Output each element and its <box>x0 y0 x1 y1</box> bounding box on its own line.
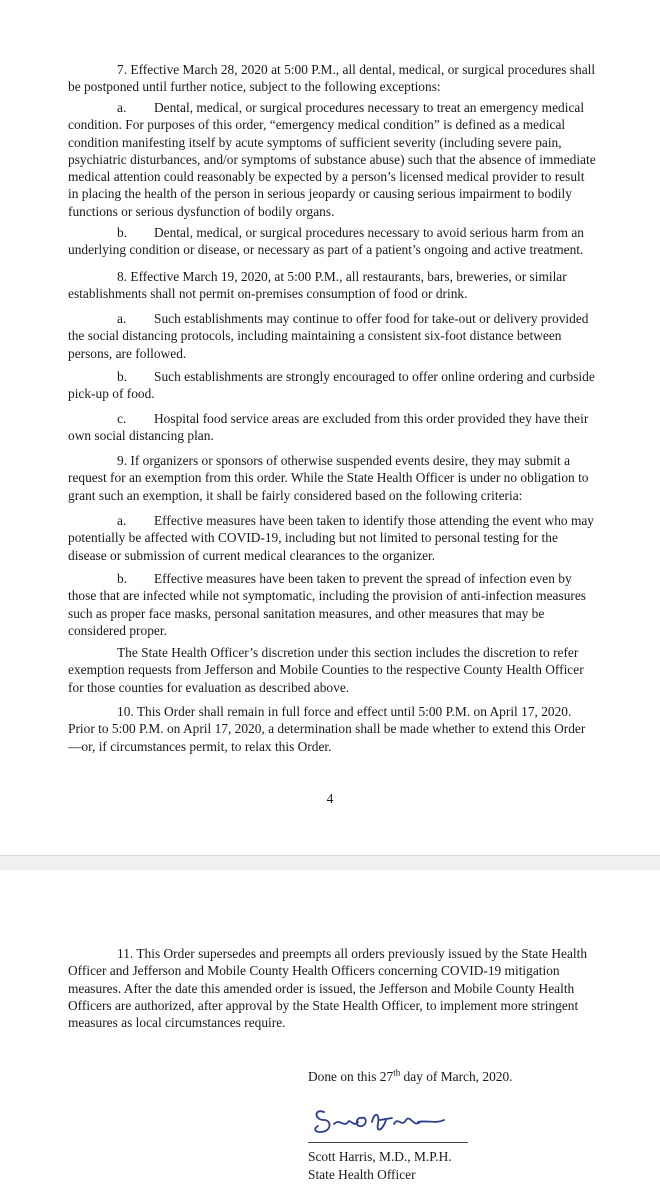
paragraph-9a: a. Effective measures have been taken to identify those attending the event who may potentially be affected with COVID-19, including but not limited to personal testing for the disease or submission of current medical clearances to the organizer. <box>68 513 595 563</box>
item-label: c. <box>117 411 127 426</box>
signature-image <box>310 1098 480 1142</box>
signer-title: State Health Officer <box>308 1167 416 1182</box>
paragraph-7b: b. Dental, medical, or surgical procedures necessary to avoid serious harm from an underlying condition or disease, or necessary as part of a patient’s ongoing and active treatment. <box>68 225 584 258</box>
paragraph-8a: a. Such establishments may continue to offer food for take-out or delivery provided the social distancing protocols, including maintaining a consistent six-foot distance between persons, are followed. <box>68 311 589 361</box>
paragraph-8c: c. Hospital food service areas are excluded from this order provided they have their own social distancing plan. <box>68 411 589 444</box>
done-date: Done on this 27th day of March, 2020. <box>308 1067 513 1084</box>
page-separator <box>0 855 660 871</box>
paragraph-9: 9. If organizers or sponsors of otherwise suspended events desire, they may submit a request for an exemption from this order. While the State Health Officer is under no obligation to grant such an exemption, it shall be fairly considered based on the following criteria: <box>68 453 589 503</box>
page-number: 4 <box>326 791 334 806</box>
paragraph-8: 8. Effective March 19, 2020, at 5:00 P.M., all restaurants, bars, breweries, or similar establishments shall not permit on-premises consumption of food or drink. <box>68 269 567 302</box>
item-label: a. <box>117 311 127 326</box>
item-label: a. <box>117 513 127 528</box>
paragraph-11: 11. This Order supersedes and preempts all orders previously issued by the State Health Officer and Jefferson and Mobile County Health Officers concerning COVID-19 mitigation measures. After the date this amended order is issued, the Jefferson and Mobile County Health Officers are authorized, after approval by the State Health Officer, to implement more stringent measures as local circumstances require. <box>68 946 588 1031</box>
item-label: b. <box>117 225 128 240</box>
paragraph-8b: b. Such establishments are strongly encouraged to offer online ordering and curbside pick-up of food. <box>68 369 595 402</box>
paragraph-9b: b. Effective measures have been taken to prevent the spread of infection even by those that are infected while not symptomatic, including the provision of anti-infection measures such as proper face masks, personal sanitation measures, and other measures that may be considered proper. <box>68 571 587 638</box>
item-label: b. <box>117 571 128 586</box>
item-label: a. <box>117 100 127 115</box>
signer-name: Scott Harris, M.D., M.P.H. <box>308 1149 452 1164</box>
paragraph-10: 10. This Order shall remain in full force and effect until 5:00 P.M. on April 17, 2020. Prior to 5:00 P.M. on April 17, 2020, a determination shall be made whether to extend this Order—or, if circumstances permit, to relax this Order. <box>68 704 586 754</box>
signature-line <box>308 1142 468 1143</box>
paragraph-7: 7. Effective March 28, 2020 at 5:00 P.M., all dental, medical, or surgical procedures shall be postponed until further notice, subject to the following exceptions: <box>68 62 596 95</box>
paragraph-7a: a. Dental, medical, or surgical procedures necessary to treat an emergency medical condition. For purposes of this order, “emergency medical condition” is defined as a medical condition manifesting itself by acute symptoms of sufficient severity (including severe pain, psychiatric disturbances, and/or symptoms of substance abuse) such that the absence of immediate medical attention could reasonably be expected by a person’s licensed medical provider to result in placing the health of the person in serious jeopardy or causing serious impairment to bodily functions or serious dysfunction of bodily organs. <box>68 100 596 219</box>
paragraph-9-discretion: The State Health Officer’s discretion under this section includes the discretion to refer exemption requests from Jefferson and Mobile Counties to the respective County Health Officer for those counties for evaluation as described above. <box>68 645 584 695</box>
item-label: b. <box>117 369 128 384</box>
